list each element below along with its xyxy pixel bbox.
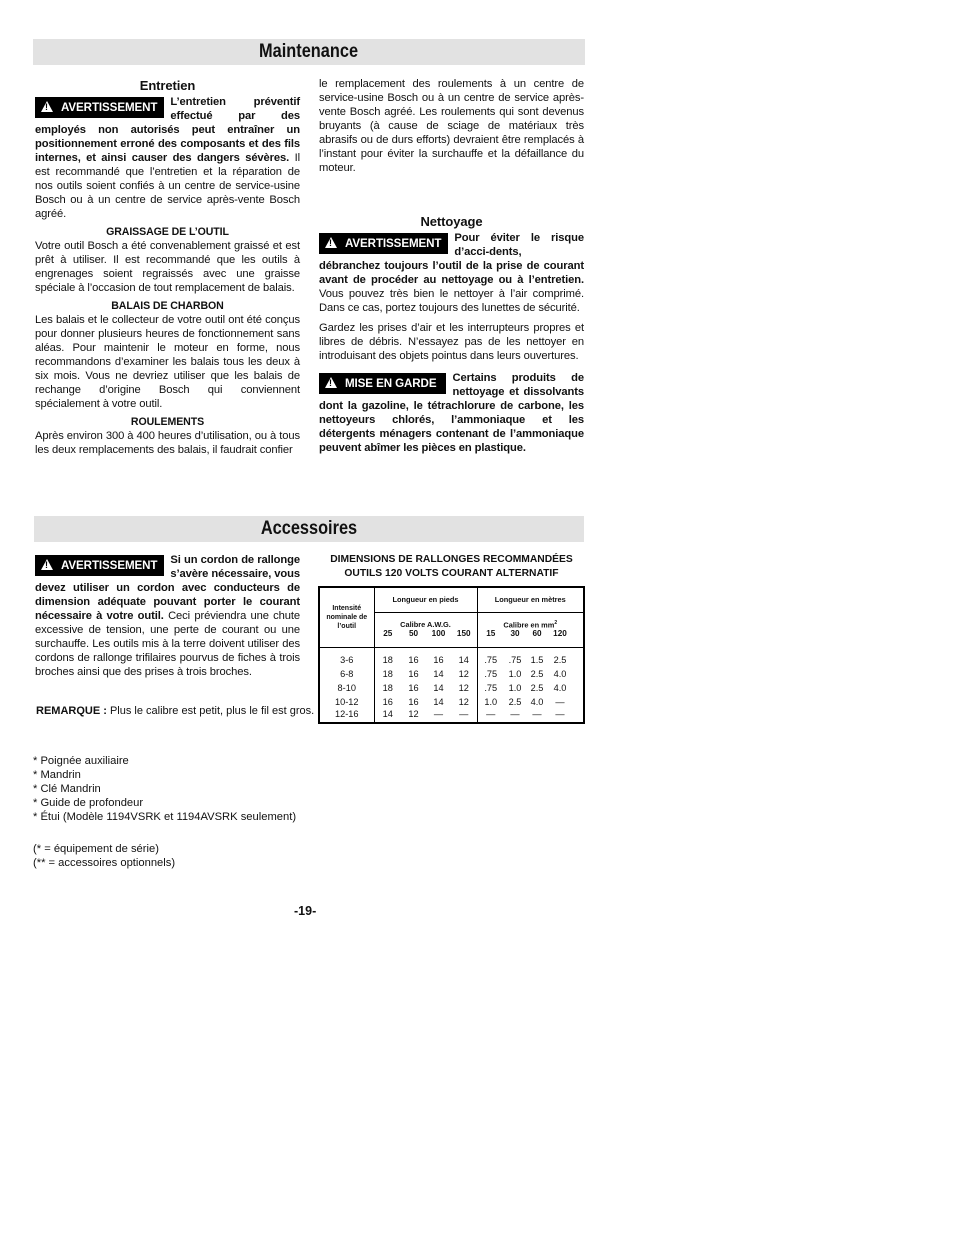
- graissage-heading: GRAISSAGE DE L’OUTIL: [106, 226, 229, 238]
- awg-cell: 18: [382, 655, 393, 666]
- table-spacer: [572, 667, 584, 681]
- meters-length-120: 120: [548, 629, 572, 647]
- table-title-line-2: OUTILS 120 VOLTS COURANT ALTERNATIF: [344, 568, 559, 579]
- awg-cell: 12: [408, 709, 419, 719]
- mm-cell: 1.0: [484, 697, 498, 707]
- feet-length-100: 100: [426, 629, 451, 647]
- meters-length-30: 30: [504, 629, 526, 647]
- maintenance-right-column: [319, 77, 584, 455]
- entretien-warning-badge: !AVERTISSEMENT: [35, 97, 164, 118]
- caution-badge: !MISE EN GARDE: [319, 373, 446, 394]
- mm-cell: .75: [484, 655, 498, 666]
- accessory-list: [33, 754, 296, 824]
- mm-cell: 1.0: [508, 669, 522, 679]
- mm-cell: .75: [484, 669, 498, 679]
- remarque-text: Plus le calibre est petit, plus le fil est gros.: [106, 705, 315, 717]
- mm-cell: —: [555, 709, 565, 719]
- awg-cell: 16: [408, 683, 419, 693]
- awg-cell: 16: [408, 669, 419, 679]
- awg-cell: 14: [433, 697, 444, 707]
- feet-length-50: 50: [401, 629, 426, 647]
- feet-header: Longueur en pieds: [374, 587, 477, 612]
- mm-cell: —: [532, 709, 542, 719]
- mm-cell: 2.5: [553, 655, 567, 666]
- page-number: -19-: [294, 904, 317, 918]
- maintenance-left-column: [35, 79, 300, 457]
- mm-header: Calibre en $mm^2$: [503, 619, 558, 629]
- roulements-heading: ROULEMENTS: [130, 416, 205, 428]
- awg-cell: 16: [433, 655, 444, 666]
- roulements-paragraph-a: Après environ 300 à 400 heures d’utilisation, ou à tous les deux remplacements des balais, il faudrait confier: [35, 430, 300, 456]
- mm-cell: 4.0: [553, 669, 567, 679]
- remarque-line: [36, 705, 314, 717]
- mm-cell: 4.0: [553, 683, 567, 693]
- awg-cell: 16: [382, 697, 393, 707]
- balais-paragraph: Les balais et le collecteur de votre outil ont été conçus pour donner plusieurs heures de fonctionnement sans aléas. Pour maintenir le moteur en forme, nous recommandons d’examiner les balais tous les deux à six mois. Vous ne devriez utiliser que les balais de rechange d’origine Bosch qui conviennent spécialement à votre outil.: [35, 314, 300, 410]
- meters-length-60: 60: [526, 629, 548, 647]
- balais-heading: BALAIS DE CHARBON: [111, 300, 224, 312]
- rating-cell: 8-10: [319, 681, 374, 695]
- mm-cell: 1.0: [508, 683, 522, 693]
- nettoyage-heading: Nettoyage: [420, 214, 483, 229]
- awg-cell: —: [451, 709, 477, 723]
- table-spacer: [572, 695, 584, 709]
- awg-cell: —: [433, 709, 444, 719]
- list-item: * Mandrin: [33, 769, 81, 781]
- extension-cord-table: [318, 586, 585, 724]
- mm-cell: 1.5: [530, 655, 544, 666]
- maintenance-header: [33, 39, 585, 65]
- table-row: [319, 667, 584, 681]
- rating-cell: 6-8: [319, 667, 374, 681]
- rating-cell: 10-12: [319, 695, 374, 709]
- awg-cell: 12: [451, 667, 477, 681]
- mm-cell: .75: [484, 683, 498, 693]
- awg-cell: 16: [408, 697, 419, 707]
- warning-icon: [325, 237, 337, 248]
- awg-cell: 12: [451, 695, 477, 709]
- maintenance-title: Maintenance: [259, 41, 359, 62]
- mm-cell: 4.0: [530, 697, 544, 707]
- entretien-heading: Entretien: [139, 78, 196, 93]
- rating-cell: 3-6: [319, 647, 374, 667]
- mm-cell: —: [555, 697, 565, 707]
- warning-icon: [41, 101, 53, 112]
- feet-length-25: 25: [374, 629, 401, 647]
- legend-item: (** = accessoires optionnels): [33, 857, 176, 869]
- graissage-paragraph: Votre outil Bosch a été convenablement graissé et est prêt à utiliser. Il est recommandé que les outils à engrenages soient regraissés avec une graisse spéciale à l’occasion de tout remplacement de balais.: [35, 240, 300, 294]
- table-title-line-1: DIMENSIONS DE RALLONGES RECOMMANDÉES: [330, 554, 573, 565]
- nettoyage-warning-badge: !AVERTISSEMENT: [319, 233, 448, 254]
- meters-length-15: 15: [477, 629, 504, 647]
- accessory-legend: [33, 842, 175, 870]
- table-spacer: [572, 629, 584, 647]
- mm-cell: 2.5: [530, 669, 544, 679]
- nettoyage-paragraph: !AVERTISSEMENT Pour éviter le risque d’acci-dents, débranchez toujours l’outil de la prise de courant avant de procéder au nettoyage ou à l’entretien. Vous pouvez très bien le nettoyer à l’air comprimé. Dans ce cas, portez toujours des lunettes de sécurité.: [319, 231, 584, 315]
- accessoires-warning-paragraph: !AVERTISSEMENT Si un cordon de rallonge s’avère nécessaire, vous devez utiliser un cordon avec conducteurs de dimension adéquate pouvant porter le courant nécessaire à votre outil. Ceci préviendra une chute excessive de tension, une perte de courant ou une surchauffe. Les outils mis à la terre doivent utiliser des cordons de rallonge trifilaires pourvus de fiches à trois broches ainsi que des prises à trois broches.: [35, 553, 300, 679]
- nettoyage-caution-paragraph: !MISE EN GARDE Certains produits de nettoyage et dissolvants dont la gazoline, le tétrachlorure de carbone, les nettoyeurs chlorés, l’ammoniaque et les détergents ménagers contenant de l’ammoniaque peuvent abîmer les pièces en plastique.: [319, 371, 584, 455]
- accessoires-warning-badge: !AVERTISSEMENT: [35, 555, 164, 576]
- list-item: * Étui (Modèle 1194VSRK et 1194AVSRK seulement): [33, 811, 297, 823]
- mm-cell: .75: [508, 655, 522, 666]
- accessoires-title: Accessoires: [260, 518, 358, 539]
- awg-cell: 12: [451, 681, 477, 695]
- table-row: [319, 695, 584, 709]
- roulements-paragraph-b: le remplacement des roulements à un centre de service-usine Bosch ou à un centre de service après-vente Bosch agréé. Les roulements qui sont devenus bruyants (à cause de sciage de matériaux très abrasifs ou de durs efforts) devraient être remplacés à l’instant pour éviter la surchauffe et la défaillance du moteur.: [319, 78, 584, 174]
- feet-length-150: 150: [451, 629, 477, 647]
- mm-cell: 2.5: [508, 697, 522, 707]
- table-spacer: [572, 647, 584, 667]
- awg-cell: 14: [451, 647, 477, 667]
- mm-cell: —: [486, 709, 496, 719]
- legend-item: (* = équipement de série): [33, 843, 159, 855]
- table-row: [319, 709, 584, 723]
- meters-header: Longueur en mètres: [477, 587, 584, 612]
- table-spacer: [572, 709, 584, 723]
- awg-cell: 18: [382, 669, 393, 679]
- awg-cell: 14: [382, 709, 393, 719]
- awg-cell: 14: [433, 683, 444, 693]
- awg-cell: 16: [408, 655, 419, 666]
- awg-cell: 18: [382, 683, 393, 693]
- mm-cell: 2.5: [530, 683, 544, 693]
- warning-icon: [325, 377, 337, 388]
- mm-cell: —: [510, 709, 520, 719]
- table-spacer: [572, 681, 584, 695]
- list-item: * Guide de profondeur: [33, 797, 144, 809]
- table-row: [319, 681, 584, 695]
- accessoires-header: [34, 516, 584, 542]
- remarque-label: REMARQUE :: [36, 705, 107, 717]
- awg-header: Calibre A.W.G.: [374, 612, 477, 629]
- rating-cell: 12-16: [319, 709, 374, 723]
- warning-icon: [41, 559, 53, 570]
- nettoyage-paragraph-2: Gardez les prises d’air et les interrupteurs propres et libres de débris. N’essayez pas de les nettoyer en introduisant des objets pointus dans leurs ouvertures.: [319, 322, 584, 362]
- entretien-paragraph: !AVERTISSEMENT L’entretien préventif effectué par des employés non autorisés peut entraîner un positionnement erroné des composants et des fils internes, et ainsi causer des dangers sévères. Il est recommandé que l’entretien et la réparation de nos outils soient confiés à un centre de service-usine Bosch ou à un centre de service après-vente Bosch agréé.: [35, 95, 300, 221]
- table-title: [319, 553, 584, 581]
- table-row: [319, 647, 584, 667]
- rating-header: Intensité nominale de l’outil: [319, 587, 374, 647]
- list-item: * Clé Mandrin: [33, 783, 101, 795]
- accessoires-left-column: [35, 553, 300, 679]
- list-item: * Poignée auxiliaire: [33, 755, 129, 767]
- awg-cell: 14: [433, 669, 444, 679]
